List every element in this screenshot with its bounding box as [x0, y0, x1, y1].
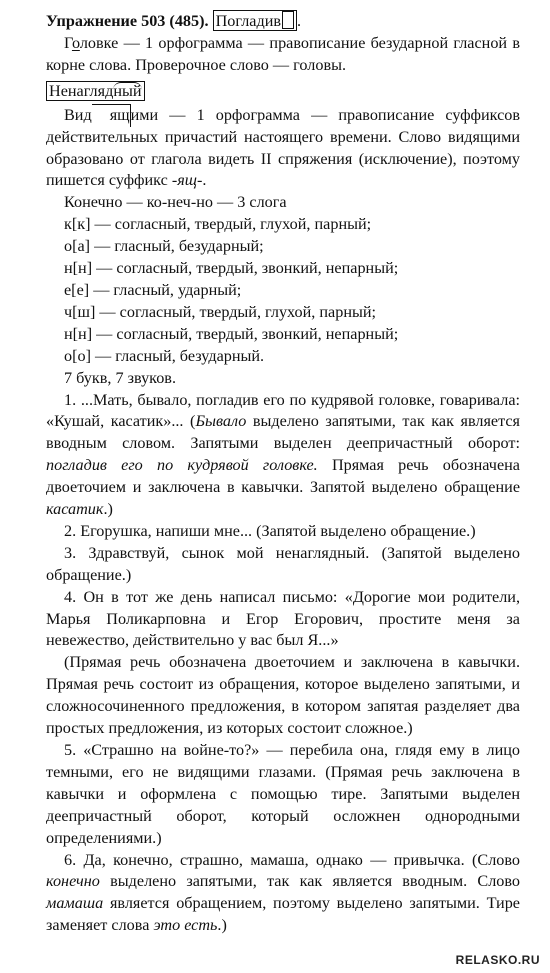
item-6-text-3: является обращением, поэтому выделено запятыми. Тире заменяет слова: [46, 894, 520, 935]
item-1-end: .): [103, 500, 113, 519]
exercise-header: [46, 10, 520, 33]
vidyashchimi-paragraph: [46, 104, 520, 193]
textbook-page: [46, 10, 520, 937]
item-1-italic-oborot: погладив его по кудрявой головке.: [46, 456, 318, 475]
analyzed-word: Погладив: [215, 12, 281, 30]
vidyashchimi-ending: ими: [130, 105, 159, 124]
nenaglyadny-suffix: ный: [113, 81, 142, 100]
phonetic-line: о[а] — гласный, безударный;: [64, 237, 264, 256]
golovke-rest: ловке: [79, 33, 119, 52]
nenaglyadny-line: [46, 77, 520, 104]
golovke-paragraph: [46, 33, 520, 77]
vidyashchimi-end: .: [202, 171, 207, 190]
golovke-start: Г: [64, 33, 72, 52]
golovke-vowel: о: [71, 33, 80, 52]
phonetics-title: Конечно — ко-неч-но — 3 слога: [64, 193, 287, 212]
vidyashchimi-suffix: ящ: [92, 104, 131, 127]
word-analysis-box: [213, 10, 297, 31]
item-1-text-2: выделено запятыми, так как является вводным словом. Запятыми выделен деепричастный оборот:: [46, 412, 520, 453]
phonetic-line: е[е] — гласный, ударный;: [64, 280, 242, 299]
item-1-italic-kasatik: касатик: [46, 500, 104, 519]
phonetic-line: к[к] — согласный, твердый, глухой, парный;: [64, 215, 372, 234]
item-6: [46, 850, 520, 938]
exercise-title: Упражнение 503 (485).: [46, 12, 209, 30]
item-4: 4. Он в тот же день написал письмо: «Дорогие мои родители, Марья Поликарповна и Егор Егорович, простите меня за невежество, действительно у вас был Я...»: [46, 587, 520, 650]
phonetic-line: н[н] — согласный, твердый, звонкий, непарный;: [64, 259, 399, 278]
vidyashchimi-text: — 1 орфограмма — правописание суффиксов действительных причастий настоящего времени. Слово видящими образовано от глагола видеть II спряжения (исключение), поэтому пишется суффикс: [46, 105, 520, 190]
vidyashchimi-suffix-italic: -ящ-: [171, 171, 203, 190]
nenaglyadny-stem: Ненагляд: [49, 81, 114, 100]
item-4-note: (Прямая речь обозначена двоеточием и заключена в кавычки. Прямая речь состоит из обращения, которое выделено запятыми, и сложносочиненного предложения, в котором запятая разделяет два простых предложения, из которых состоит сложное.): [46, 653, 520, 738]
item-1-text: 1. ...Мать, бывало, погладив его по кудрявой головке, говаривала: «Кушай, касатик»... (: [46, 390, 520, 431]
item-1: [46, 390, 520, 521]
ending-mark: [282, 11, 294, 29]
item-6-italic-mamasha: мамаша: [46, 894, 104, 913]
phonetics-summary: 7 букв, 7 звуков.: [64, 368, 176, 387]
item-6-italic-eto-est: это есть: [153, 916, 218, 935]
item-6-text: 6. Да, конечно, страшно, мамаша, однако — привычка. (Слово: [64, 850, 520, 869]
item-1-italic-bylo: Бывало: [195, 412, 247, 431]
item-1-text-3: Прямая речь обозначена двоеточием и заключена в кавычки. Запятой выделено обращение: [46, 456, 520, 497]
vidyashchimi-start: Вид: [64, 105, 92, 124]
item-6-text-2: выделено запятыми, так как является вводным. Слово: [99, 872, 520, 891]
nenaglyadny-box: [46, 81, 145, 101]
item-2: 2. Егорушка, напиши мне... (Запятой выделено обращение.): [64, 521, 476, 540]
header-end: .: [297, 12, 302, 30]
item-6-end: .): [217, 916, 227, 935]
golovke-text: — 1 орфограмма — правописание безударной гласной в корне слова. Проверочное слово — головы.: [46, 33, 520, 74]
item-6-italic-konechno: конечно: [46, 872, 100, 891]
item-3: 3. Здравствуй, сынок мой ненаглядный. (Запятой выделено обращение.): [46, 543, 520, 584]
phonetic-line: ч[ш] — согласный, твердый, глухой, парный;: [64, 302, 377, 321]
site-watermark: RELASKO.RU: [455, 953, 540, 967]
item-5: 5. «Страшно на войне-то?» — перебила она, глядя ему в лицо темными, его не видящими глазами. (Прямая речь заключена в кавычки и оформлена с помощью тире. Запятыми выделен деепричастный оборот, который осложнен однородными определениями.): [46, 741, 520, 847]
phonetic-line: о[о] — гласный, безударный.: [64, 346, 265, 365]
phonetic-line: н[н] — согласный, твердый, звонкий, непарный;: [64, 324, 399, 343]
